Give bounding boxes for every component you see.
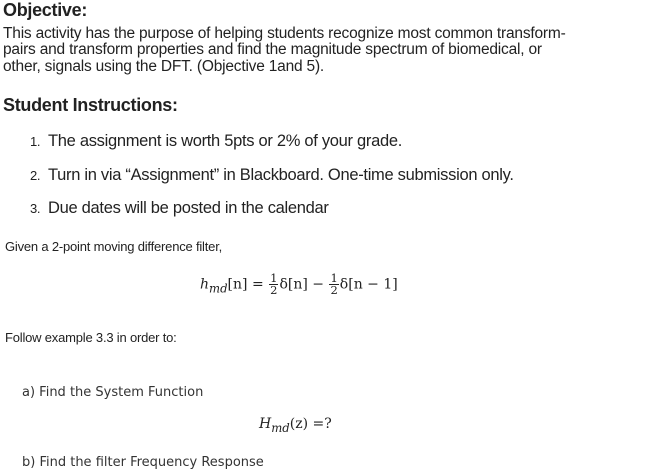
eq1-term-2: δ[n − 1] (339, 276, 398, 293)
instruction-item-3-text: Due dates will be posted in the calendar (48, 199, 329, 217)
objective-line-2: pairs and transform properties and find the magnitude spectrum of biomedical, or (3, 41, 542, 58)
eq2-lhs-subscript: md (271, 420, 290, 435)
system-function-equation (259, 416, 332, 435)
eq1-lhs: h (200, 276, 210, 293)
instruction-item-2 (30, 166, 514, 185)
given-text: Given a 2-point moving difference filter, (5, 239, 223, 254)
part-b-text: b) Find the filter Frequency Response (22, 455, 264, 470)
follow-text: Follow example 3.3 in order to: (5, 330, 177, 345)
eq1-term-1: δ[n] − (279, 276, 325, 293)
instruction-item-2-text: Turn in via “Assignment” in Blackboard. One-time submission only. (48, 166, 514, 184)
instruction-item-1 (30, 132, 402, 151)
instructions-heading: Student Instructions: (3, 95, 178, 115)
part-a-text: a) Find the System Function (22, 385, 204, 400)
eq1-lhs-arg: [n] = (227, 276, 264, 293)
instruction-item-2-number: 2. (30, 168, 41, 183)
instruction-item-1-number: 1. (30, 134, 41, 149)
instruction-item-3 (30, 199, 329, 218)
objective-heading: Objective: (3, 0, 88, 20)
instruction-item-1-text: The assignment is worth 5pts or 2% of your grade. (48, 132, 402, 150)
objective-line-1: This activity has the purpose of helping students recognize most common transform- (3, 25, 566, 42)
impulse-response-equation (200, 273, 398, 296)
eq2-lhs: H (259, 416, 272, 432)
eq2-rhs: (z) =? (289, 416, 332, 432)
eq1-lhs-subscript: md (209, 281, 228, 296)
instruction-item-3-number: 3. (30, 201, 41, 216)
eq1-fraction-2: $\frac{1}{2}$ (330, 271, 338, 297)
objective-line-3: other, signals using the DFT. (Objective 1and 5). (3, 58, 325, 75)
eq1-fraction-1: $\frac{1}{2}$ (270, 271, 278, 297)
